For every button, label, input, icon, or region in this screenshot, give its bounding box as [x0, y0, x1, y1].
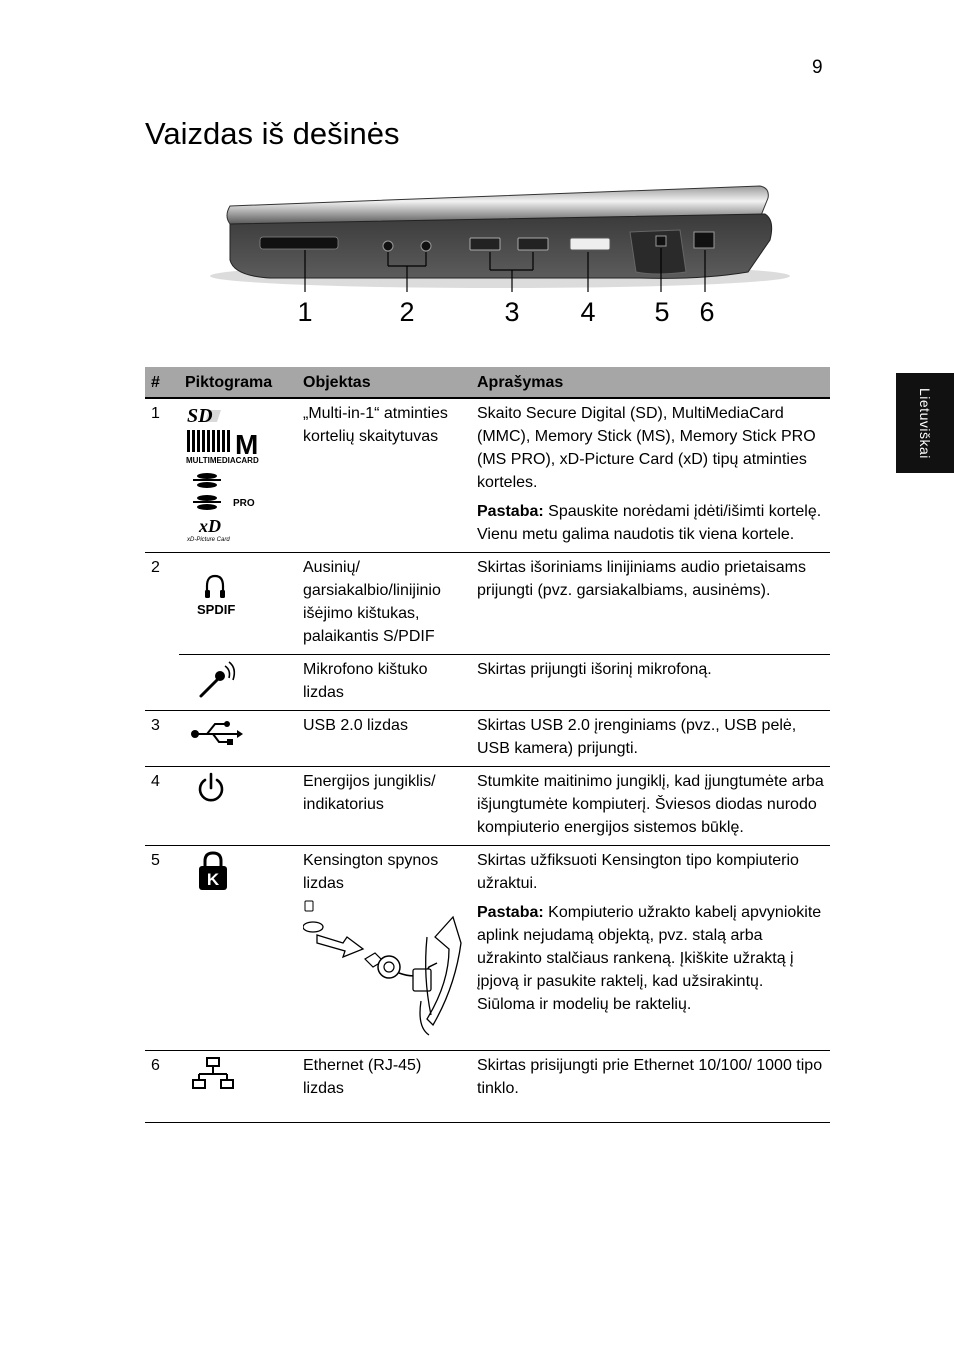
- note-label: Pastaba:: [477, 904, 544, 921]
- row-icon-cell: [179, 655, 297, 711]
- row-icon-cell: [179, 767, 297, 846]
- table-header-row: [145, 367, 830, 398]
- page-number: 9: [812, 57, 823, 78]
- header-num: #: [145, 367, 179, 398]
- row-num: 5: [145, 846, 179, 1051]
- row-num: 3: [145, 711, 179, 767]
- laptop-right-side-illustration: [200, 180, 800, 340]
- svg-text:SPDIF: SPDIF: [197, 602, 236, 617]
- svg-text:K: K: [206, 870, 220, 889]
- microphone-icon: [185, 658, 245, 702]
- row-object: Ausinių/ garsiakalbio/linijinio išėjimo kištukas, palaikantis S/PDIF: [297, 553, 471, 655]
- row-object: USB 2.0 lizdas: [297, 711, 471, 767]
- row-object: Mikrofono kištuko lizdas: [297, 655, 471, 711]
- row-object-cell: [297, 846, 471, 1051]
- ethernet-icon: [185, 1054, 245, 1094]
- svg-text:MULTIMEDIACARD: MULTIMEDIACARD: [186, 456, 259, 465]
- row-num: 2: [145, 553, 179, 711]
- table-row: [145, 767, 830, 846]
- row-icon-cell: [179, 553, 297, 655]
- callout-6: 6: [699, 297, 715, 327]
- row-object: Kensington spynos lizdas: [303, 852, 439, 892]
- row-object: Energijos jungiklis/ indikatorius: [297, 767, 471, 846]
- header-icon: Piktograma: [179, 367, 297, 398]
- header-description: Aprašymas: [471, 367, 830, 398]
- svg-text:M: M: [235, 429, 259, 460]
- callout-2: 2: [399, 297, 415, 327]
- row-icon-cell: [179, 711, 297, 767]
- kensington-lock-icon: [185, 849, 245, 893]
- row-num: 1: [151, 405, 160, 422]
- row-description: Stumkite maitinimo jungiklį, kad įjungtumėte arba išjungtumėte kompiuterį. Šviesos diodas nurodo kompiuterio energijos sistemos būklę.: [471, 767, 830, 846]
- table-row: [145, 398, 830, 553]
- note-text: Kompiuterio užrakto kabelį apvyniokite aplink nejudamą objektą, pvz. stalą arba užrakinto stalčiaus rankeną. Įkiškite užraktą į įpjovą ir pasukite raktelį, kad užsirakintų. Siūloma ir modelių be raktelių.: [477, 904, 822, 1013]
- row-icon-cell: [179, 1051, 297, 1123]
- row-description: Skaito Secure Digital (SD), MultiMediaCard (MMC), Memory Stick (MS), Memory Stick PRO (MS PRO), xD-Picture Card (xD) tipų atminties korteles.: [477, 405, 816, 491]
- row-note: [477, 500, 824, 546]
- callout-1: 1: [297, 297, 313, 327]
- row-num: 6: [145, 1051, 179, 1123]
- usb-icon: [185, 714, 245, 750]
- table-row: [145, 655, 830, 711]
- note-text: Spauskite norėdami įdėti/išimti kortelę. Vienu metu galima naudotis tik viena kortele.: [477, 503, 822, 543]
- row-description: Skirtas užfiksuoti Kensington tipo kompiuterio užraktui.: [477, 852, 799, 892]
- row-description-cell: [471, 846, 830, 1051]
- row-icon-cell: [179, 846, 297, 1051]
- table-row: [145, 1051, 830, 1123]
- header-object: Objektas: [297, 367, 471, 398]
- callout-3: 3: [504, 297, 520, 327]
- row-object: „Multi-in-1“ atminties kortelių skaitytuvas: [303, 405, 448, 445]
- row-note: [477, 901, 824, 1016]
- svg-text:PRO: PRO: [233, 498, 255, 509]
- svg-text:xD: xD: [199, 516, 221, 536]
- spec-table: [145, 367, 830, 1123]
- page-title: Vaizdas iš dešinės: [145, 116, 400, 151]
- row-description: Skirtas prisijungti prie Ethernet 10/100/ 1000 tipo tinklo.: [471, 1051, 830, 1123]
- row-description: Skirtas USB 2.0 įrenginiams (pvz., USB pelė, USB kamera) prijungti.: [471, 711, 830, 767]
- row-description: Skirtas išoriniams linijiniams audio prietaisams prijungti (pvz. garsiakalbiams, ausinėms).: [471, 553, 830, 655]
- table-row: [145, 553, 830, 655]
- language-tab: [896, 373, 954, 473]
- svg-text:SD: SD: [187, 405, 213, 427]
- row-num: 4: [145, 767, 179, 846]
- row-description-cell: [471, 398, 830, 553]
- power-icon: [185, 770, 245, 810]
- language-tab-label: Lietuviškai: [917, 387, 933, 459]
- callout-4: 4: [580, 297, 596, 327]
- row-description: Skirtas prijungti išorinį mikrofoną.: [471, 655, 830, 711]
- table-row: [145, 846, 830, 1051]
- note-label: Pastaba:: [477, 503, 544, 520]
- row-icon-cell: [179, 398, 297, 553]
- headphone-spdif-icon: [185, 556, 245, 620]
- card-reader-logos-icon: [185, 402, 281, 542]
- table-row: [145, 711, 830, 767]
- kensington-lock-illustration: [303, 897, 463, 1037]
- row-object: Ethernet (RJ-45) lizdas: [297, 1051, 471, 1123]
- svg-text:xD-Picture Card: xD-Picture Card: [187, 537, 230, 542]
- callout-5: 5: [654, 297, 670, 327]
